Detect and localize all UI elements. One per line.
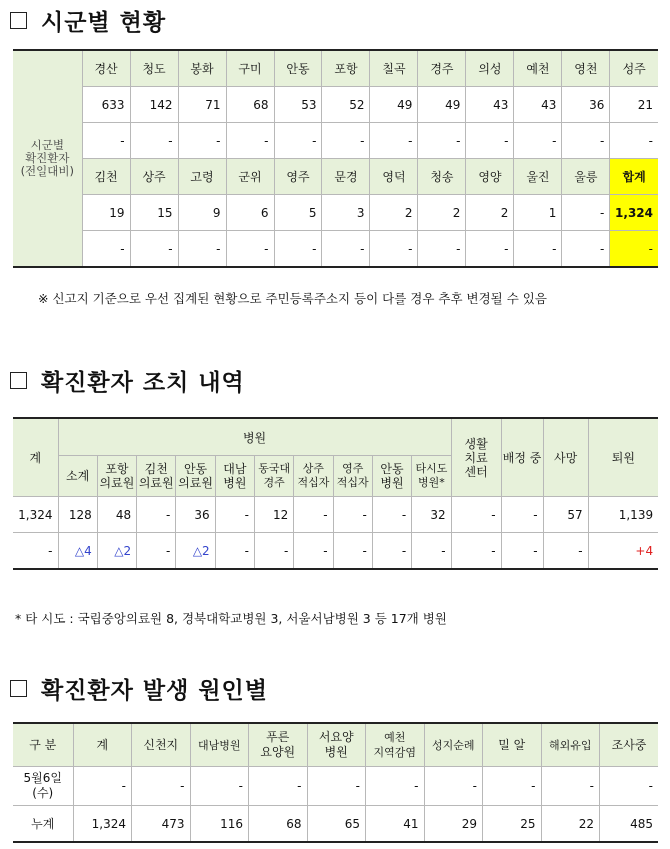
action-change: △4 [58, 533, 97, 570]
header-pureun: 푸른 요양원 [249, 723, 308, 767]
region-change: - [514, 123, 562, 159]
action-value: - [333, 497, 372, 533]
region-count: 36 [562, 87, 610, 123]
region-count: 49 [418, 87, 466, 123]
action-value: 48 [97, 497, 136, 533]
subheader-other-province: 타시도 병원* [412, 456, 451, 497]
action-value: - [215, 497, 254, 533]
header-shincheonji: 신천지 [132, 723, 191, 767]
region-change: - [418, 231, 466, 268]
region-count: 68 [226, 87, 274, 123]
header-yecheon: 예천 지역감염 [366, 723, 425, 767]
region-count: 49 [370, 87, 418, 123]
cause-value: - [132, 767, 191, 806]
region-name: 경주 [418, 50, 466, 87]
region-change: - [514, 231, 562, 268]
section1-title-text: 시군별 현황 [41, 10, 167, 36]
region-change: - [466, 123, 514, 159]
region-change: - [274, 231, 322, 268]
subheader-subtotal: 소계 [58, 456, 97, 497]
region-name: 김천 [82, 159, 130, 195]
region-name: 군위 [226, 159, 274, 195]
checkbox-square-icon [10, 372, 27, 389]
cause-cumulative: 485 [600, 806, 659, 843]
region-status-table [13, 49, 658, 268]
action-value: 12 [254, 497, 293, 533]
action-value: - [451, 497, 501, 533]
region-change: - [370, 231, 418, 268]
action-change: △2 [97, 533, 136, 570]
header-overseas: 해외유입 [541, 723, 600, 767]
region-change: - [130, 123, 178, 159]
cause-cumulative: 65 [307, 806, 366, 843]
subheader-pohang: 포항 의료원 [97, 456, 136, 497]
region-count: 5 [274, 195, 322, 231]
checkbox-square-icon [10, 680, 27, 697]
header-seo-nursing: 서요양 병원 [307, 723, 366, 767]
action-change: - [215, 533, 254, 570]
region-name: 울진 [514, 159, 562, 195]
region-name: 청도 [130, 50, 178, 87]
region-count: 3 [322, 195, 370, 231]
action-value: - [372, 497, 411, 533]
region-count: 142 [130, 87, 178, 123]
region-name: 칠곡 [370, 50, 418, 87]
subheader-gimcheon: 김천 의료원 [137, 456, 176, 497]
region-count: 43 [466, 87, 514, 123]
cause-cumulative: 116 [190, 806, 249, 843]
header-waiting: 배정 중 [501, 418, 543, 497]
checkbox-square-icon [10, 12, 27, 29]
region-change: - [226, 231, 274, 268]
region-count: 2 [370, 195, 418, 231]
section3-title-text: 확진환자 발생 원인별 [41, 678, 268, 704]
action-change: - [333, 533, 372, 570]
region-change: - [178, 231, 226, 268]
header-total: 계 [13, 418, 58, 497]
subheader-yeongju-redcross: 영주 적십자 [333, 456, 372, 497]
region-count: - [562, 195, 610, 231]
action-change: - [13, 533, 58, 570]
region-count: 1 [514, 195, 562, 231]
total-change: - [610, 231, 658, 268]
region-count: 9 [178, 195, 226, 231]
region-name: 영천 [562, 50, 610, 87]
region-name: 영덕 [370, 159, 418, 195]
region-count: 633 [82, 87, 130, 123]
region-change: - [82, 231, 130, 268]
cause-cumulative: 1,324 [73, 806, 132, 843]
region-name: 영양 [466, 159, 514, 195]
action-value: 1,324 [13, 497, 58, 533]
total-count: 1,324 [610, 195, 658, 231]
region-change: - [322, 231, 370, 268]
region-name: 영주 [274, 159, 322, 195]
region-name: 포항 [322, 50, 370, 87]
action-change: △2 [176, 533, 215, 570]
action-change: - [254, 533, 293, 570]
region-name: 청송 [418, 159, 466, 195]
section2-footnote: * 타 시도 : 국립중앙의료원 8, 경북대학교병원 3, 서울서남병원 3 등 17개 병원 [15, 611, 447, 626]
header-investigating: 조사중 [600, 723, 659, 767]
action-change: - [501, 533, 543, 570]
region-name: 안동 [274, 50, 322, 87]
region-count: 6 [226, 195, 274, 231]
header-death: 사망 [543, 418, 588, 497]
action-value: 1,139 [588, 497, 658, 533]
action-change: - [294, 533, 333, 570]
action-change: - [372, 533, 411, 570]
header-category: 구 분 [13, 723, 73, 767]
row-label: 시군별 확진환자 (전일대비) [13, 50, 82, 267]
action-value: 32 [412, 497, 451, 533]
region-name: 문경 [322, 159, 370, 195]
region-name: 봉화 [178, 50, 226, 87]
action-value: - [294, 497, 333, 533]
cause-cumulative: 41 [366, 806, 425, 843]
subheader-andong-medical: 안동 의료원 [176, 456, 215, 497]
action-value: 128 [58, 497, 97, 533]
subheader-dongguk: 동국대 경주 [254, 456, 293, 497]
region-count: 53 [274, 87, 322, 123]
total-label: 합계 [610, 159, 658, 195]
region-count: 19 [82, 195, 130, 231]
subheader-andong-hospital: 안동 병원 [372, 456, 411, 497]
action-change: - [543, 533, 588, 570]
region-change: - [370, 123, 418, 159]
cause-value: - [483, 767, 542, 806]
action-change: - [137, 533, 176, 570]
cause-value: - [541, 767, 600, 806]
section1-title [10, 4, 166, 37]
section3-title [10, 672, 268, 705]
region-change: - [562, 123, 610, 159]
subheader-sangju-redcross: 상주 적십자 [294, 456, 333, 497]
region-count: 21 [610, 87, 658, 123]
region-change: - [82, 123, 130, 159]
cause-value: - [366, 767, 425, 806]
subheader-daenam: 대남 병원 [215, 456, 254, 497]
region-count: 2 [466, 195, 514, 231]
region-change: - [130, 231, 178, 268]
region-change: - [610, 123, 658, 159]
region-change: - [274, 123, 322, 159]
action-value: 57 [543, 497, 588, 533]
cause-value: - [307, 767, 366, 806]
cause-value: - [190, 767, 249, 806]
action-change: +4 [588, 533, 658, 570]
cause-value: - [600, 767, 659, 806]
region-count: 52 [322, 87, 370, 123]
cause-table [13, 722, 658, 843]
region-name: 상주 [130, 159, 178, 195]
region-count: 43 [514, 87, 562, 123]
row-cumulative-label: 누계 [13, 806, 73, 843]
region-change: - [562, 231, 610, 268]
cause-cumulative: 22 [541, 806, 600, 843]
region-name: 구미 [226, 50, 274, 87]
region-change: - [178, 123, 226, 159]
region-count: 71 [178, 87, 226, 123]
section2-title [10, 364, 245, 397]
header-discharge: 퇴원 [588, 418, 658, 497]
header-pilgrimage: 성지순례 [424, 723, 483, 767]
cause-cumulative: 29 [424, 806, 483, 843]
region-name: 의성 [466, 50, 514, 87]
action-change: - [451, 533, 501, 570]
region-name: 울릉 [562, 159, 610, 195]
cause-cumulative: 25 [483, 806, 542, 843]
action-change: - [412, 533, 451, 570]
action-value: - [501, 497, 543, 533]
header-treatment-center: 생활 치료 센터 [451, 418, 501, 497]
cause-value: - [424, 767, 483, 806]
action-value: 36 [176, 497, 215, 533]
region-change: - [418, 123, 466, 159]
header-daenam: 대남병원 [190, 723, 249, 767]
region-change: - [466, 231, 514, 268]
row-date-label: 5월6일 (수) [13, 767, 73, 806]
section1-footnote: ※ 신고지 기준으로 우선 집계된 현황으로 주민등록주소지 등이 다를 경우 추후 변경될 수 있음 [38, 291, 547, 306]
action-value: - [137, 497, 176, 533]
region-count: 15 [130, 195, 178, 231]
header-total: 계 [73, 723, 132, 767]
region-name: 고령 [178, 159, 226, 195]
cause-cumulative: 473 [132, 806, 191, 843]
cause-value: - [249, 767, 308, 806]
region-name: 경산 [82, 50, 130, 87]
region-change: - [226, 123, 274, 159]
region-name: 성주 [610, 50, 658, 87]
region-count: 2 [418, 195, 466, 231]
cause-cumulative: 68 [249, 806, 308, 843]
cause-value: - [73, 767, 132, 806]
section2-title-text: 확진환자 조치 내역 [41, 370, 245, 396]
patient-action-table [13, 417, 658, 570]
header-hospital: 병원 [58, 418, 451, 456]
region-name: 예천 [514, 50, 562, 87]
region-change: - [322, 123, 370, 159]
header-milal: 밀 알 [483, 723, 542, 767]
